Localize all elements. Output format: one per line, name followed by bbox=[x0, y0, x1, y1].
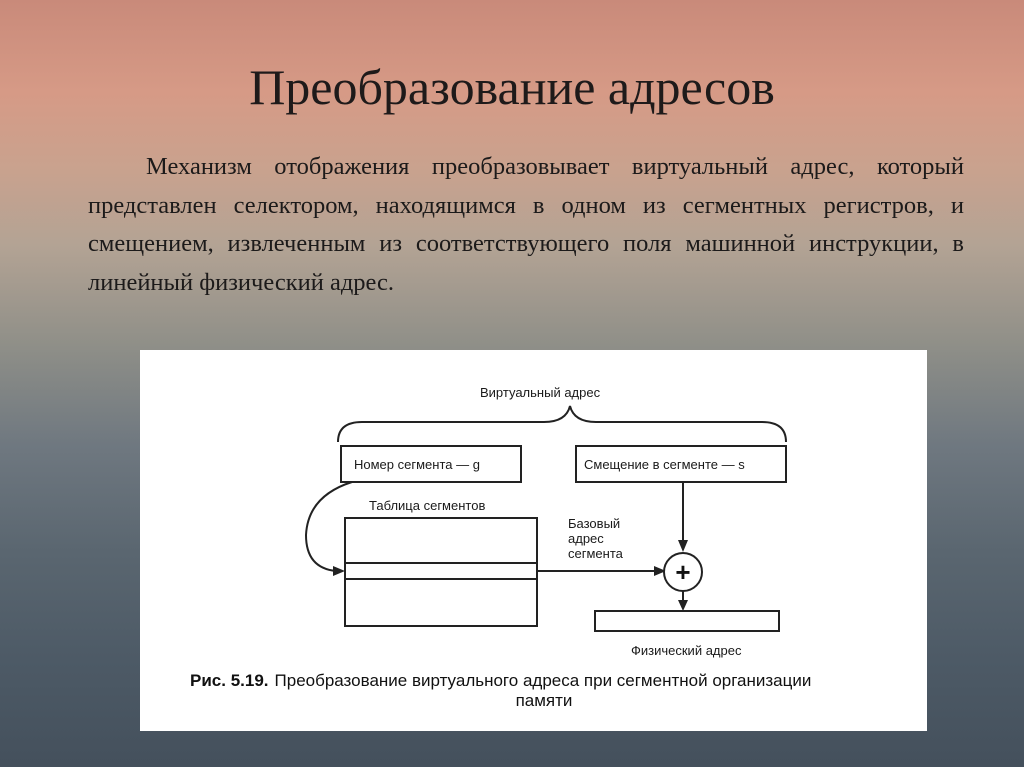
segment-table bbox=[345, 518, 537, 626]
adder-plus-icon: + bbox=[675, 557, 691, 587]
virtual-address-label: Виртуальный адрес bbox=[480, 385, 601, 400]
figure-caption-text: Преобразование виртуального адреса при сегментной организации bbox=[274, 671, 812, 690]
virtual-address-brace bbox=[338, 406, 786, 442]
segment-translation-diagram bbox=[140, 350, 927, 731]
slide-paragraph: Механизм отображения преобразовывает виртуальный адрес, который представлен селектором, находящимся в одном из сегментных регистров, и смещением, извлеченным из соответствующего поля машинной инструкции, в линейный физический адрес. bbox=[88, 153, 964, 296]
offset-arrowhead bbox=[678, 540, 688, 552]
physical-address-box bbox=[595, 611, 779, 631]
segment-lookup-arrowhead bbox=[333, 566, 345, 576]
figure-caption-line-2: памяти bbox=[515, 691, 573, 710]
address-translation-figure bbox=[140, 350, 927, 731]
segment-table-label: Таблица сегментов bbox=[369, 498, 486, 513]
offset-label: Смещение в сегменте — s bbox=[584, 457, 745, 472]
base-address-label-3: сегмента bbox=[568, 546, 623, 561]
figure-caption-line-1 bbox=[190, 671, 811, 690]
physical-address-label: Физический адрес bbox=[631, 643, 742, 658]
slide-title: Преобразование адресов bbox=[249, 59, 775, 115]
segment-number-label: Номер сегмента — g bbox=[354, 457, 480, 472]
physical-address-arrowhead bbox=[678, 600, 688, 611]
base-address-label-1: Базовый bbox=[568, 516, 621, 531]
base-address-label-2: адрес bbox=[568, 531, 604, 546]
figure-caption-number: Рис. 5.19. bbox=[190, 671, 269, 690]
